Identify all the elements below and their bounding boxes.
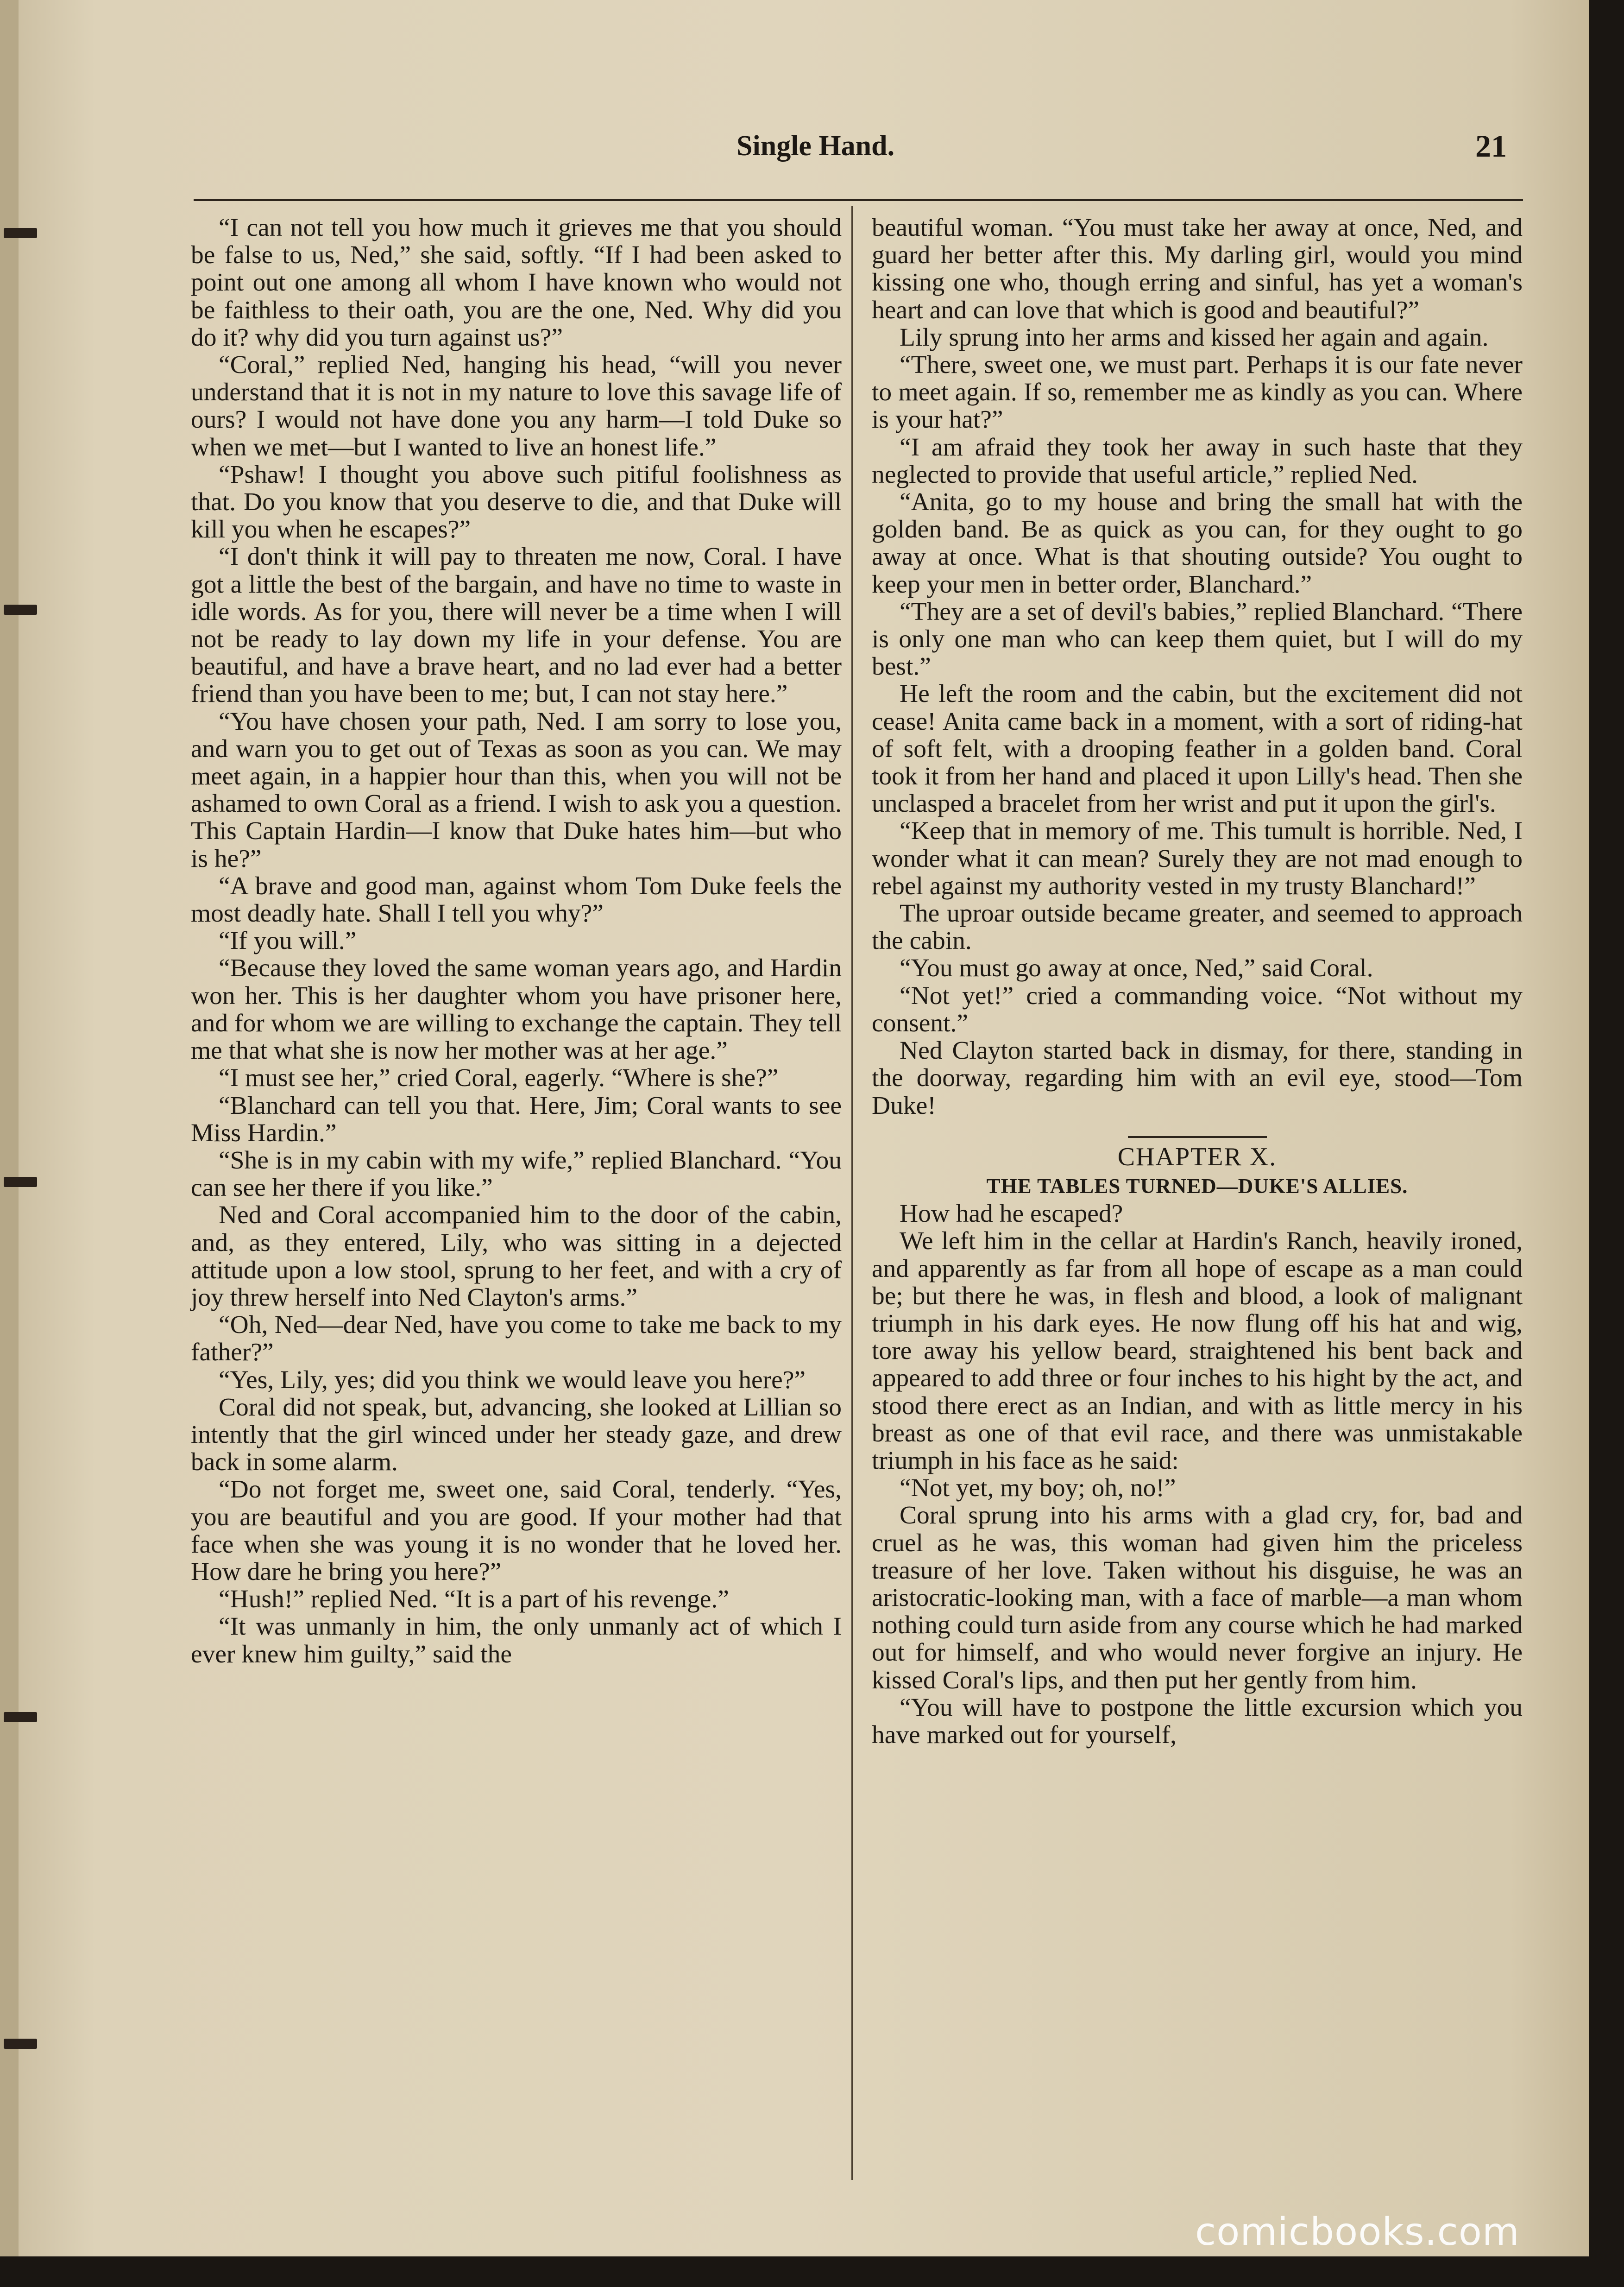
paragraph: Ned and Coral accompanied him to the door of the cabin, and, as they entered, Lily, who was sitting in a dejected attitude upon a low stool, sprung to her feet, and with a cry of joy threw herself into Ned Clayton's arms.” <box>191 1201 842 1312</box>
paragraph: He left the room and the cabin, but the excitement did not cease! Anita came back in a moment, with a sort of riding-hat of soft felt, with a drooping feather in a golden band. Coral took it from her hand and placed it upon Lilly's head. Then she unclasped a bracelet from her wrist and put it upon the girl's. <box>872 680 1523 818</box>
staple <box>4 1177 37 1187</box>
paragraph: Ned Clayton started back in dismay, for there, standing in the doorway, regarding him with an evil eye, stood—Tom Duke! <box>872 1036 1523 1120</box>
paragraph: “It was unmanly in him, the only unmanly act of which I ever knew him guilty,” said the <box>191 1612 842 1668</box>
paragraph: “You have chosen your path, Ned. I am sorry to lose you, and warn you to get out of Texas as soon as you can. We may meet again, in a happier hour than this, when you will not be ashamed to own Coral as a friend. I wish to ask you a question. This Captain Hardin—I know that Duke hates him—but who is he?” <box>191 707 842 873</box>
paragraph: “Oh, Ned—dear Ned, have you come to take me back to my father?” <box>191 1311 842 1367</box>
chapter-heading: CHAPTER X. <box>1117 1142 1277 1171</box>
page-number: 21 <box>1475 128 1507 164</box>
paragraph: “I don't think it will pay to threaten me now, Coral. I have got a little the best of the bargain, and have no time to waste in idle words. As for you, there will never be a time when I will not be ready to lay down my life in your defense. You are beautiful, and have a brave heart, and no lad ever had a better friend than you have been to me; but, I can not stay here.” <box>191 543 842 708</box>
paragraph: “Anita, go to my house and bring the small hat with the golden band. Be as quick as you can, for they ought to go away at once. What is that shouting outside? You ought to keep your men in better order, Blanchard.” <box>872 488 1523 599</box>
paragraph: “You must go away at once, Ned,” said Coral. <box>900 954 1373 983</box>
paragraph: “They are a set of devil's babies,” replied Blanchard. “There is only one man who can keep them quiet, but I will do my best.” <box>872 597 1523 681</box>
running-header-title: Single Hand. <box>736 130 895 162</box>
paragraph: “You will have to postpone the little excursion which you have marked out for yourself, <box>872 1693 1523 1749</box>
scan-border-right <box>1589 0 1624 2287</box>
paragraph: “If you will.” <box>219 927 357 955</box>
paragraph: Lily sprung into her arms and kissed her again and again. <box>900 323 1489 352</box>
paragraph: “I am afraid they took her away in such haste that they neglected to provide that useful article,” replied Ned. <box>872 433 1523 489</box>
paragraph: “Pshaw! I thought you above such pitiful foolishness as that. Do you know that you deserve to die, and that Duke will kill you when he escapes?” <box>191 460 842 544</box>
staple <box>4 2039 37 2049</box>
paragraph: “She is in my cabin with my wife,” replied Blanchard. “You can see her there if you like.” <box>191 1146 842 1202</box>
scan-border-bottom <box>0 2256 1624 2287</box>
paragraph: “I can not tell you how much it grieves me that you should be false to us, Ned,” she said, softly. “If I had been asked to point out one among all whom I have known who would not be faithless to their oath, you are the one, Ned. Why did you do it? why did you turn against us?” <box>191 214 842 352</box>
chapter-heading-block <box>872 1136 1523 1200</box>
header-rule <box>194 199 1523 201</box>
right-column <box>872 214 1523 1749</box>
paragraph: How had he escaped? <box>900 1200 1123 1228</box>
chapter-subtitle: THE TABLES TURNED—DUKE'S ALLIES. <box>986 1174 1408 1198</box>
staple <box>4 228 37 238</box>
paragraph: beautiful woman. “You must take her away at once, Ned, and guard her better after this. My darling girl, would you mind kissing one who, though erring and sinful, has yet a woman's heart and can love that which is good and beautiful?” <box>872 214 1523 324</box>
staple <box>4 605 37 615</box>
paragraph: “There, sweet one, we must part. Perhaps it is our fate never to meet again. If so, remember me as kindly as you can. Where is your hat?” <box>872 351 1523 434</box>
paragraph: “Because they loved the same woman years ago, and Hardin won her. This is her daughter whom you have prisoner here, and for whom we are willing to exchange the captain. They tell me that what she is now her mother was at her age.” <box>191 954 842 1065</box>
paragraph: “Keep that in memory of me. This tumult is horrible. Ned, I wonder what it can mean? Surely they are not mad enough to rebel against my authority vested in my trusty Blanchard!” <box>872 817 1523 900</box>
paragraph: “Hush!” replied Ned. “It is a part of his revenge.” <box>219 1585 729 1614</box>
paragraph: “I must see her,” cried Coral, eagerly. “Where is she?” <box>219 1064 779 1093</box>
left-column <box>191 214 842 1668</box>
paragraph: “Not yet!” cried a commanding voice. “Not without my consent.” <box>872 981 1523 1037</box>
paragraph: “Not yet, my boy; oh, no!” <box>900 1474 1176 1503</box>
paragraph: The uproar outside became greater, and seemed to approach the cabin. <box>872 899 1523 955</box>
paragraph: “Coral,” replied Ned, hanging his head, “will you never understand that it is not in my nature to love this savage life of ours? I would not have done you any harm—I told Duke so when we met—but I wanted to live an honest life.” <box>191 351 842 461</box>
chapter-rule <box>1128 1136 1267 1138</box>
watermark: comicbooks.com <box>1195 2210 1520 2254</box>
binding-edge <box>0 0 19 2256</box>
paragraph: Coral did not speak, but, advancing, she looked at Lillian so intently that the girl winced under her steady gaze, and drew back in some alarm. <box>191 1393 842 1477</box>
paragraph: “Blanchard can tell you that. Here, Jim; Coral wants to see Miss Hardin.” <box>191 1091 842 1147</box>
paragraph: “A brave and good man, against whom Tom Duke feels the most deadly hate. Shall I tell you why?” <box>191 872 842 928</box>
paragraph: “Yes, Lily, yes; did you think we would leave you here?” <box>219 1365 806 1394</box>
column-divider <box>851 206 853 2180</box>
paragraph: We left him in the cellar at Hardin's Ranch, heavily ironed, and apparently as far from all hope of escape as a man could be; but there he was, in flesh and blood, a look of malignant triumph in his dark eyes. He now flung off his hat and wig, tore away his yellow beard, straightened his bent back and appeared to add three or four inches to his hight by the act, and stood there erect as an Indian, and with as little mercy in his breast as one of that evil race, and there was unmistakable triumph in his face as he said: <box>872 1227 1523 1475</box>
paragraph: “Do not forget me, sweet one, said Coral, tenderly. “Yes, you are beautiful and you are good. If your mother had that face when she was young it is no wonder that he loved her. How dare he bring you here?” <box>191 1475 842 1586</box>
staple <box>4 1712 37 1722</box>
paragraph: Coral sprung into his arms with a glad cry, for, bad and cruel as he was, this woman had given him the priceless treasure of her love. Taken without his disguise, he was an aristocratic-looking man, with a face of marble—a man whom nothing could turn aside from any course which he had marked out for himself, and who would never forgive an injury. He kissed Coral's lips, and then put her gently from him. <box>872 1501 1523 1694</box>
